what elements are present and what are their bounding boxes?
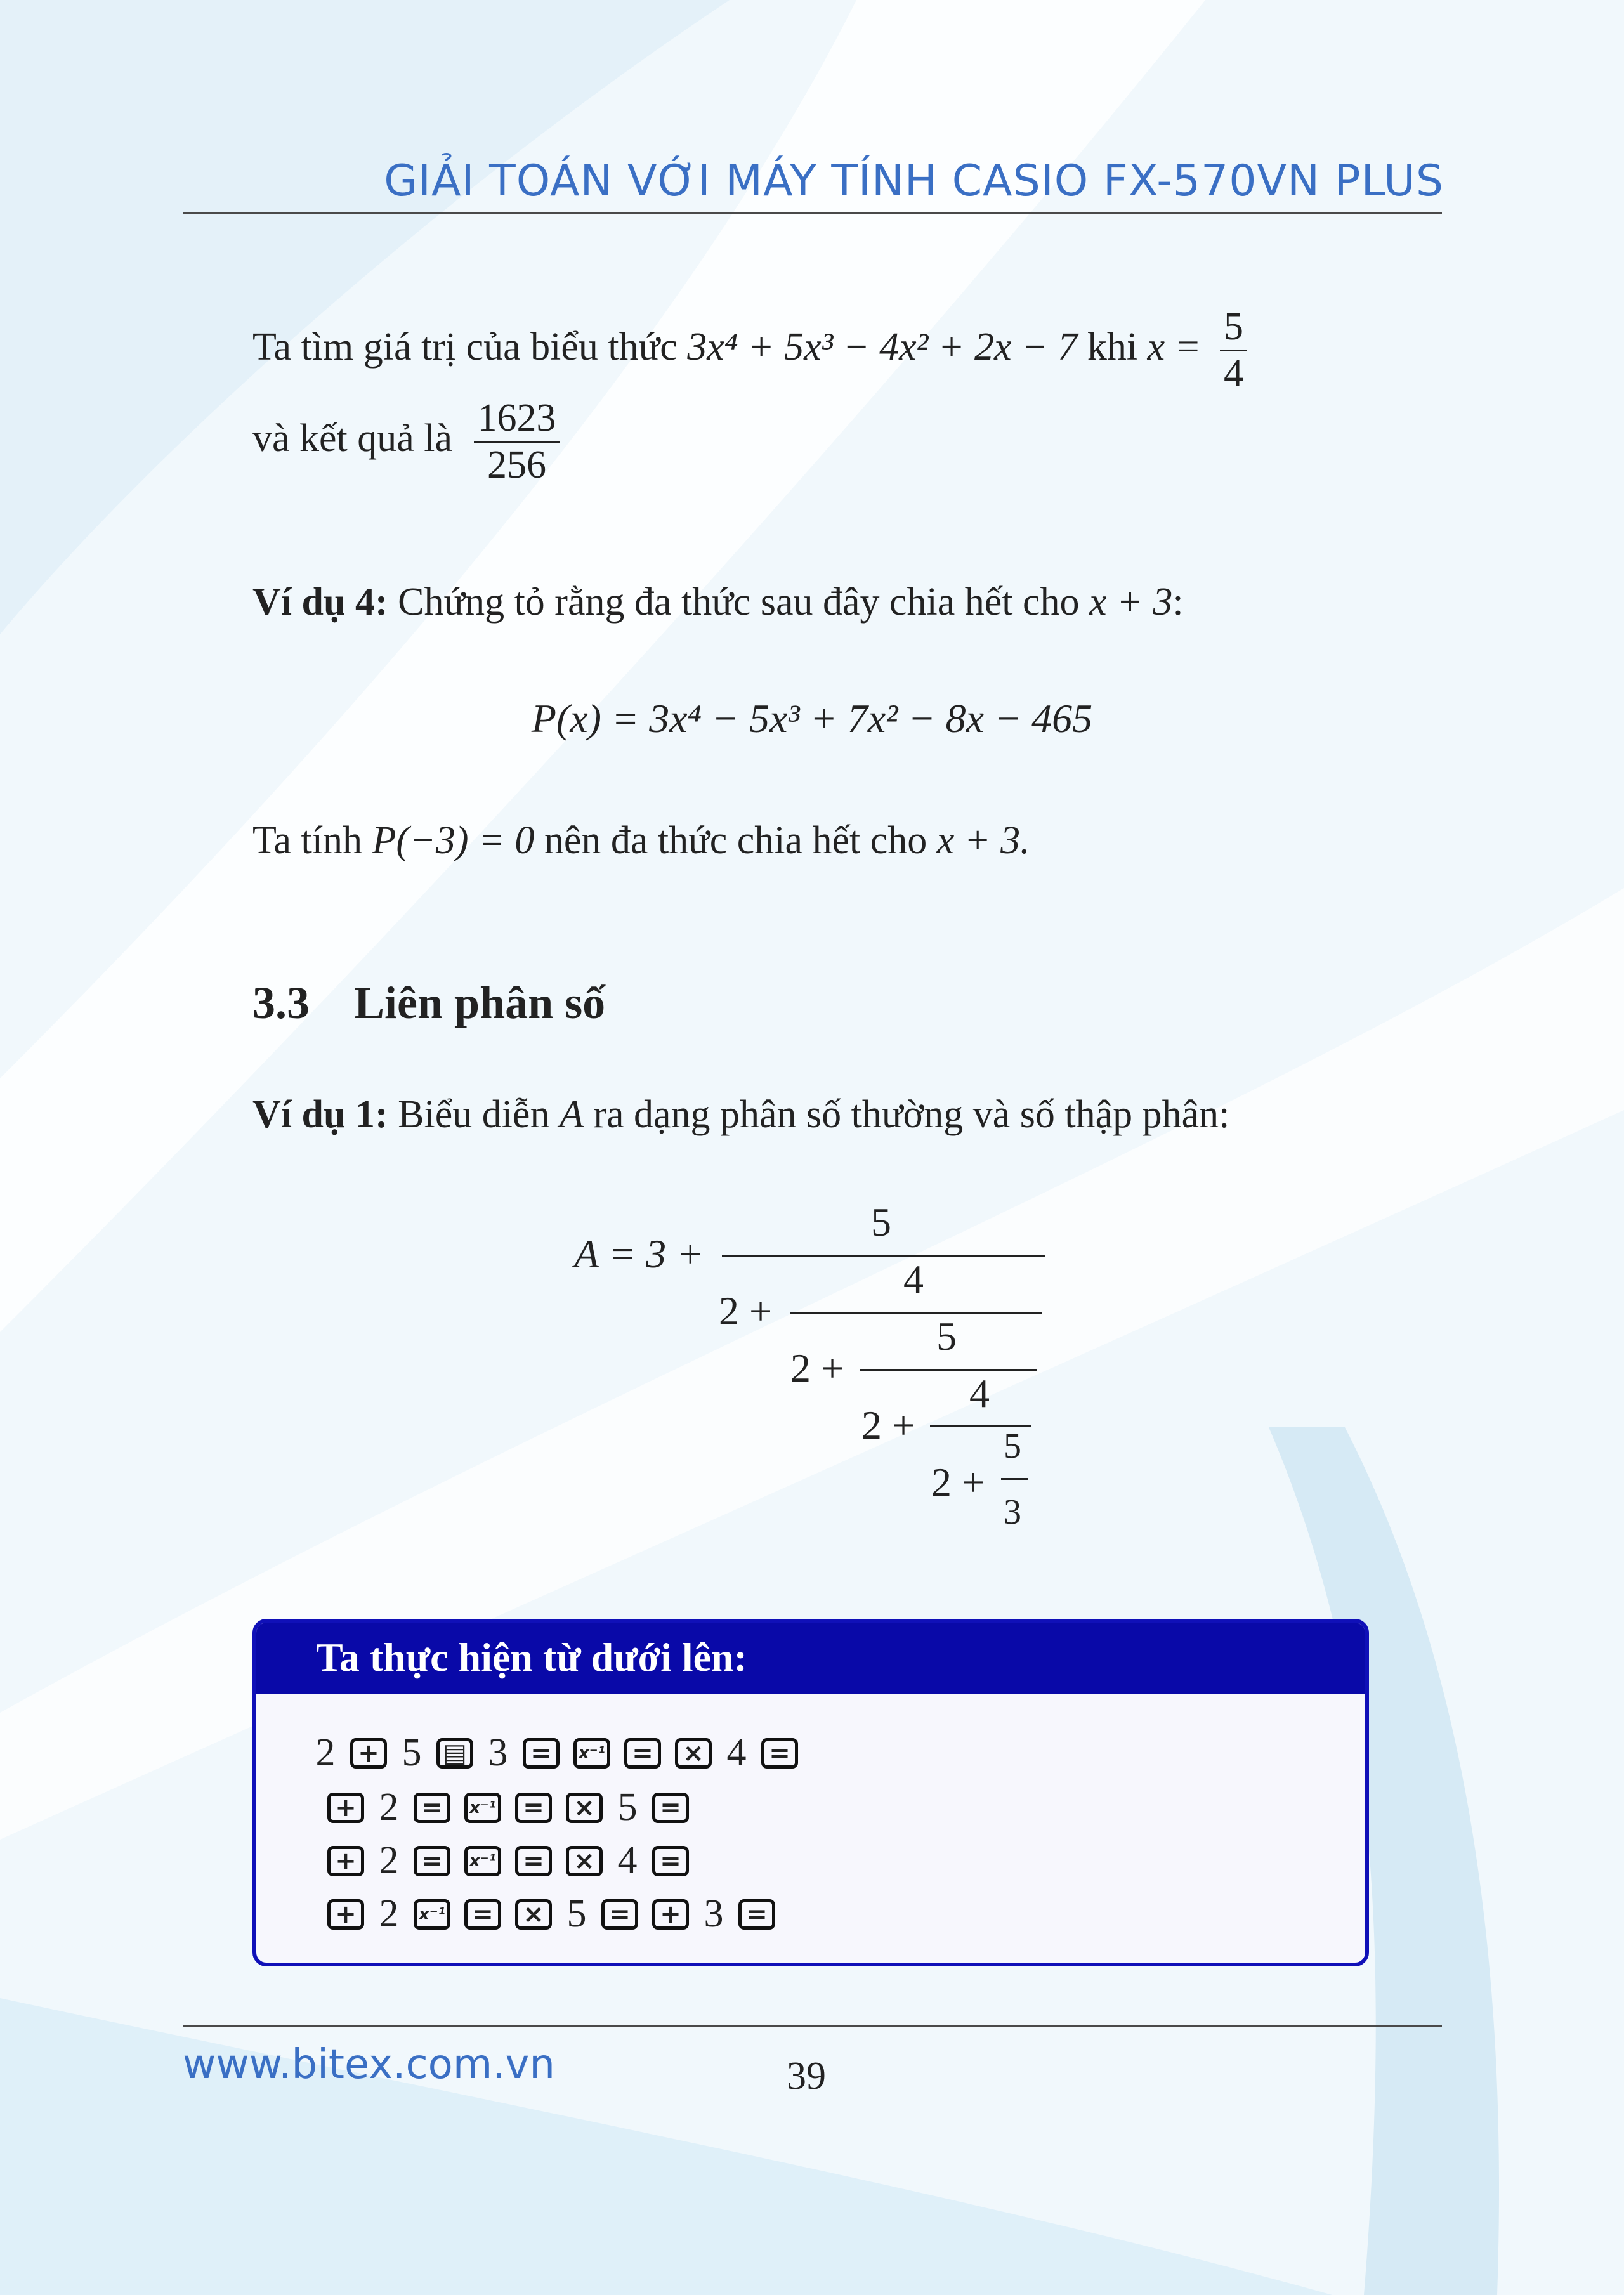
cf-bar-3 [860,1369,1037,1371]
page-number: 39 [787,2055,826,2098]
cf-last-denominator: 3 [1004,1493,1021,1532]
inv-key-icon: x⁻¹ [464,1793,501,1823]
digit-token: 2 [379,1839,399,1882]
key-row-3 [327,1838,689,1883]
footer-url[interactable]: www.bitex.com.vn [183,2041,555,2088]
digit-token: 3 [704,1892,724,1935]
cf-term-1: 2 + [719,1288,773,1333]
cf-lhs: A = 3 + [574,1231,704,1276]
header-title: GIẢI TOÁN VỚI MÁY TÍNH CASIO FX-570VN PLUS [384,156,1444,206]
cf-numerator-4: 4 [969,1371,990,1416]
key-row-1 [315,1730,798,1775]
footer-rule [183,2025,1442,2027]
digit-token: 5 [566,1892,587,1935]
digit-token: 5 [617,1786,638,1829]
polynomial-equation: P(x) = 3x⁴ − 5x³ + 7x² − 8x − 465 [531,696,1093,741]
result-fraction: $\frac{1623}{256}$ [474,396,560,488]
cf-bar-2 [790,1312,1042,1314]
eq-key-icon: = [523,1738,560,1769]
key-row-4 [327,1892,775,1937]
eq-key-icon: = [414,1793,450,1823]
eq-key-icon: = [652,1846,689,1876]
plus-key-icon: + [327,1846,364,1876]
digit-token: 2 [379,1786,399,1829]
eq-key-icon: = [601,1899,638,1930]
eq-key-icon: = [464,1899,501,1930]
cf-term-2: 2 + [790,1345,844,1390]
eq-key-icon: = [515,1793,552,1823]
digit-token: 2 [379,1892,399,1935]
inv-key-icon: x⁻¹ [414,1899,450,1930]
steps-box-header [256,1623,1365,1694]
plus-key-icon: + [327,1899,364,1930]
plus-key-icon: + [652,1899,689,1930]
header-rule [183,212,1442,214]
plus-key-icon: + [327,1793,364,1823]
times-key-icon: × [566,1846,603,1876]
cf-term-3: 2 + [861,1403,915,1448]
eq-key-icon: = [414,1846,450,1876]
digit-token: 2 [315,1731,336,1774]
cf-bar-1 [722,1255,1045,1257]
plus-key-icon: + [350,1738,387,1769]
cf-numerator-5: 5 [1004,1427,1021,1466]
paragraph-result: và kết quả là $\frac{1623}{256}$ [252,396,560,488]
steps-box [252,1619,1369,1966]
eq-key-icon: = [738,1899,775,1930]
cf-numerator-2: 4 [903,1257,924,1302]
times-key-icon: × [566,1793,603,1823]
example-4-conclusion: Ta tính P(−3) = 0 nên đa thức chia hết cho x + 3. [252,819,1030,862]
eq-key-icon: = [624,1738,661,1769]
cf-numerator-1: 5 [871,1200,891,1245]
digit-token: 3 [488,1731,508,1774]
cf-term-4: 2 + [931,1460,985,1505]
cf-numerator-3: 5 [936,1314,957,1359]
times-key-icon: × [675,1738,712,1769]
key-row-2 [327,1785,689,1830]
example-4-statement: Ví dụ 4: Chứng tỏ rằng đa thức sau đây chia hết cho x + 3: [252,580,1184,624]
eq-key-icon: = [515,1846,552,1876]
steps-box-title: Ta thực hiện từ dưới lên: [316,1635,747,1680]
section-heading: 3.3 Liên phân số [252,978,606,1028]
digit-token: 4 [617,1839,638,1882]
eq-key-icon: = [652,1793,689,1823]
inv-key-icon: x⁻¹ [573,1738,610,1769]
frac-key-icon: ▤ [436,1738,473,1769]
inv-key-icon: x⁻¹ [464,1846,501,1876]
cf-bar-5 [1001,1478,1028,1480]
digit-token: 4 [726,1731,747,1774]
example-1-statement: Ví dụ 1: Biểu diễn A ra dạng phân số thường và số thập phân: [252,1093,1230,1136]
digit-token: 5 [402,1731,422,1774]
eq-key-icon: = [761,1738,798,1769]
times-key-icon: × [515,1899,552,1930]
paragraph-value-of-expression: Ta tìm giá trị của biểu thức 3x⁴ + 5x³ − 4x² + 2x − 7 khi x = $\frac{5}{4}$ [252,304,1247,397]
polynomial-expression: 3x⁴ + 5x³ − 4x² + 2x − 7 [687,325,1078,369]
x-fraction: $\frac{5}{4}$ [1220,304,1247,397]
